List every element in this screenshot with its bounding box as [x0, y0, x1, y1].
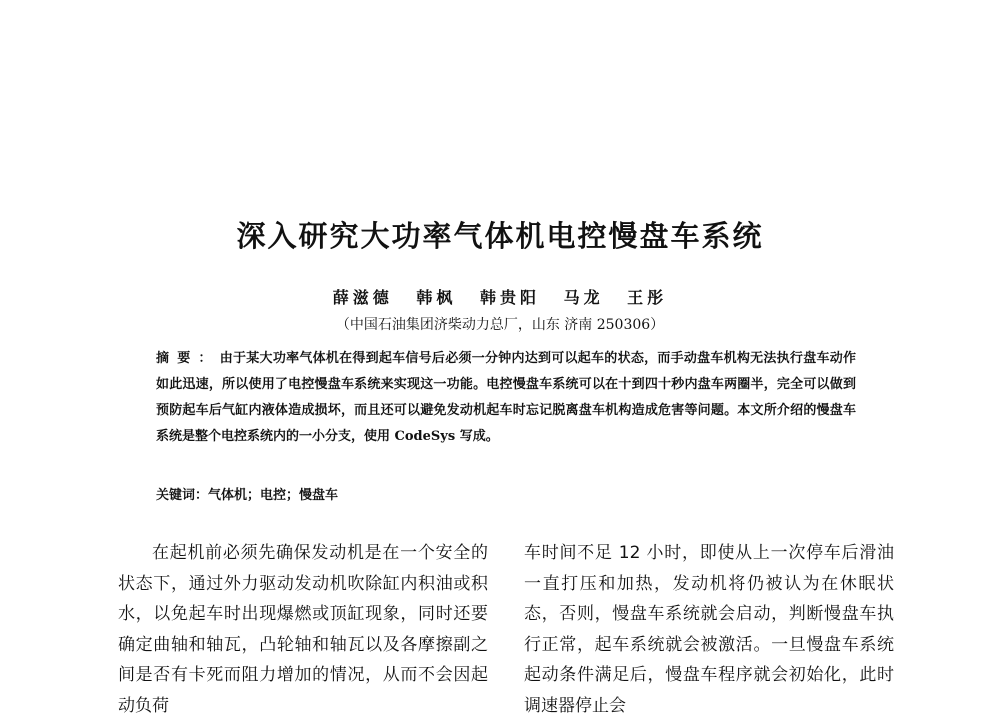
keywords: [156, 486, 856, 506]
body-column-left: 在起机前必须先确保发动机是在一个安全的状态下，通过外力驱动发动机吹除缸内积油或积水，以免起车时出现爆燃或顶缸现象，同时还要确定曲轴和轴瓦，凸轮轴和轴瓦以及各摩擦副之间是否有卡死而阻力增加的情况，从而不会因起动负荷: [118, 543, 488, 716]
keywords-text: 气体机；电控；慢盘车: [208, 488, 339, 503]
author-name: 韩枫: [416, 288, 457, 307]
author-name: 王彤: [627, 288, 668, 307]
keywords-label: 关键词：: [156, 488, 209, 503]
author-list: [0, 285, 1000, 308]
abstract-text: 由于某大功率气体机在得到起车信号后必须一分钟内达到可以起车的状态，而手动盘车机构无法执行盘车动作如此迅速，所以使用了电控慢盘车系统来实现这一功能。电控慢盘车系统可以在十到四十秒内盘车两圈半，完全可以做到预防起车后气缸内液体造成损坏，而且还可以避免发动机起车时忘记脱离盘车机构造成危害等问题。本文所介绍的慢盘车系统是整个电控系统内的一小分支，使用 CodeSys 写成。: [156, 351, 856, 444]
abstract-label: 摘要：: [156, 351, 220, 366]
body-column-right: 车时间不足 12 小时，即使从上一次停车后滑油一直打压和加热，发动机将仍被认为在休眠状态，否则，慢盘车系统就会启动，判断慢盘车执行正常，起车系统就会被激活。一旦慢盘车系统起动条件满足后，慢盘车程序就会初始化，此时调速器停止会: [524, 543, 894, 716]
affiliation: （中国石油集团济柴动力总厂，山东 济南 250306）: [335, 317, 665, 333]
abstract: [156, 346, 856, 450]
author-name: 马龙: [563, 288, 604, 307]
author-name: 韩贵阳: [479, 288, 540, 307]
paper-title: 深入研究大功率气体机电控慢盘车系统: [236, 219, 764, 253]
author-name: 薛滋德: [332, 288, 393, 307]
